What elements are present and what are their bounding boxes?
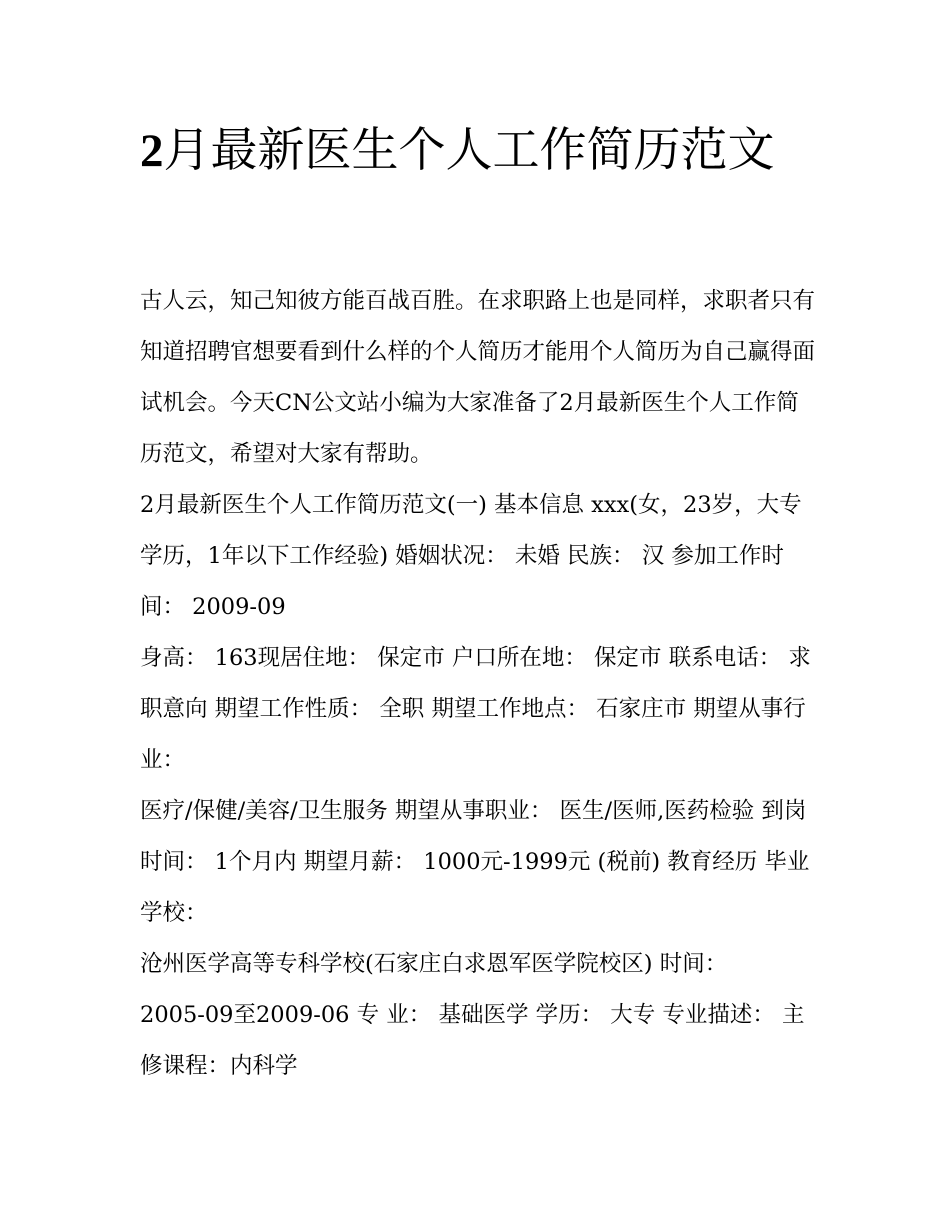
document-body (140, 276, 815, 1092)
title-number: 2 (140, 125, 164, 177)
job-intention-paragraph: 医疗/保健/美容/卫生服务 期望从事职业： 医生/医师,医药检验 到岗时间： 1个月内 期望月薪： 1000元-1999元 (税前) 教育经历 毕业学校： (140, 798, 810, 926)
school-paragraph: 沧州医学高等专科学校(石家庄白求恩军医学院校区) 时间： (140, 951, 728, 977)
personal-details-paragraph: 身高： 163现居住地： 保定市 户口所在地： 保定市 联系电话： 求职意向 期望工作性质： 全职 期望工作地点： 石家庄市 期望从事行业： (140, 645, 811, 773)
intro-paragraph: 古人云，知己知彼方能百战百胜。在求职路上也是同样，求职者只有知道招聘官想要看到什么样的个人简历才能用个人简历为自己赢得面试机会。今天CN公文站小编为大家准备了2月最新医生个人工作简历范文，希望对大家有帮助。 (140, 288, 816, 467)
basic-info-paragraph: 2月最新医生个人工作简历范文(一) 基本信息 xxx(女，23岁，大专学历，1年以下工作经验) 婚姻状况： 未婚 民族： 汉 参加工作时间： 2009-09 (140, 492, 802, 620)
document-title: 2月最新医生个人工作简历范文 (140, 123, 775, 178)
education-paragraph: 2005-09至2009-06 专 业： 基础医学 学历： 大专 专业描述： 主修课程：内科学 (140, 1002, 805, 1079)
